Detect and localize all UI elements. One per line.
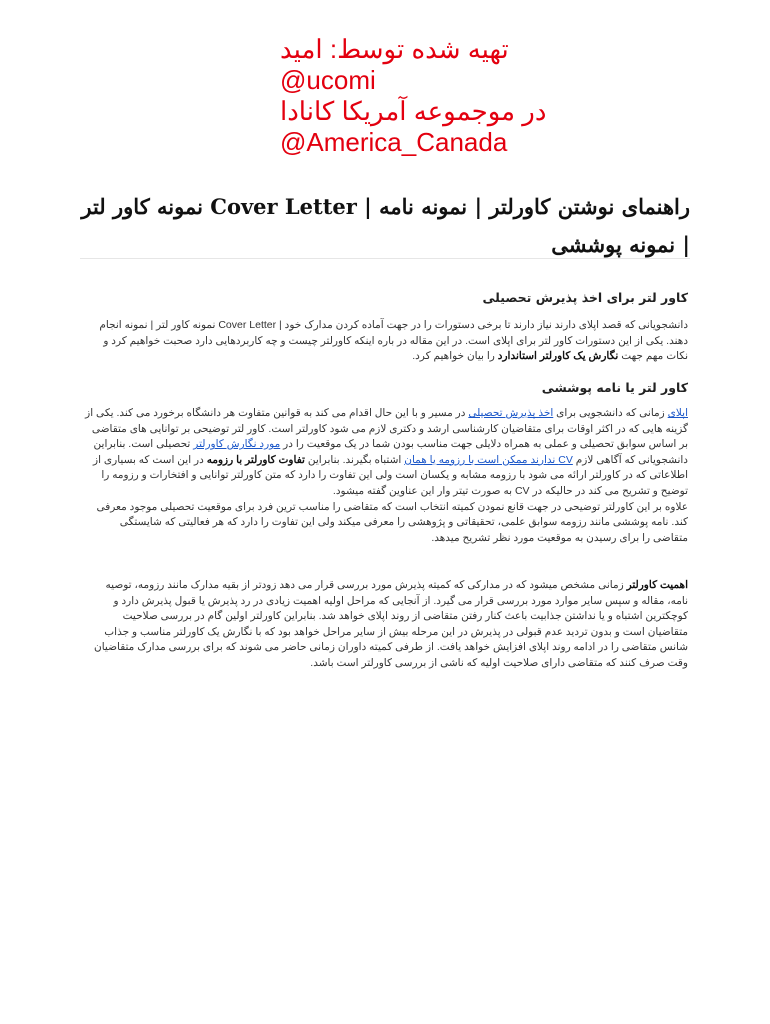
paragraph-text: زمانی مشخص میشود که در مدارکی که کمیته پذیرش مورد بررسی قرار می دهد زودتر از بقیه مدارک مانند رزومه، توصیه نامه، مقاله و سپس سایر موارد مورد بررسی قرار می گیرد. از آنجایی که مراحل اولیه اهمیت زیادی در رد پذیرش یا قبول پذیرش دارد و کوچکترین اشتباه و یا نداشتن جذابیت باعث کنار رفتن متقاضی از روند اپلای خواهد شد. بنابراین کاورلتر اولین گام در بررسی صلاحیت متقاضیان است و بدون تردید عدم قبولی در پذیرش در این مرحله بیش از سایر مراحل خواهد بود که با نگارش یک کاورلتر مناسب و جذاب شانس متقاضی را در ادامه روند اپلای افزایش خواهد یافت. از طرفی کمیته داوران زمانی حاضر می شوند که برای بررسی مدارک متقاضیان وقت صرف کنند که متقاضی دارای صلاحیت اولیه که ناشی از بررسی کاورلتر است باشد. xyxy=(94,579,688,669)
credit-handle-america-canada: @America_Canada xyxy=(280,127,508,157)
paragraph-text: تحصیلی است. بنابراین دانشجویانی که آگاهی لازم xyxy=(93,438,688,466)
paragraph-text: اشتباه بگیرند. بنابراین xyxy=(304,453,405,466)
section-paragraph xyxy=(82,318,688,365)
bold-phrase: تفاوت کاورلتر با رزومه xyxy=(206,453,305,466)
author-credit xyxy=(280,34,580,158)
paragraph-importance xyxy=(82,578,688,672)
link-resume-cv[interactable]: CV ندارند ممکن است با رزومه یا همان xyxy=(404,453,573,466)
credit-collection-line: در موجموعه آمریکا کانادا xyxy=(280,96,547,126)
paragraph-text: در این است که بسیاری از اطلاعاتی که در کاورلتر ارائه می شود با رزومه مشابه و یکسان است ولی این تفاوت را دارد که متن کاورلتر توانایی و افتخارات و رزومه را توضیح و تشریح می کند در حالیکه در CV به صورت تیتر وار این عناوین گفته میشود. xyxy=(93,453,688,497)
article-title: راهنمای نوشتن کاورلتر | نمونه نامه | Cover Letter نمونه کاور لتر | نمونه پوششی xyxy=(81,194,690,257)
paragraph-additional xyxy=(82,500,688,547)
paragraph-text: دانشجویانی که قصد اپلای دارند نیاز دارند تا برخی دستورات را در جهت آماده کردن مدارک خود | Cover Letter نمونه کاور لتر | نمونه انجام دهند. یکی از این دستورات کاور لتر برای اپلای است. در این مقاله در باره اینکه کاورلتر چیست و چه کاربردهایی دارد صحبت خواهیم کرد و نکات مهم جهت xyxy=(99,319,688,363)
paragraph-text: علاوه بر این کاورلتر توضیحی در جهت قانع نمودن کمیته انتخاب است که متقاضی را مناسب ترین فرد برای موقعیت تحصیلی موجود معرفی کند. نامه پوششی مانند رزومه سوابق علمی، تحقیقاتی و پژوهشی را معرفی میکند ولی این تفاوت را دارد که هر فعالیتی که شایستگی متقاضی را برای رسیدن به موقعیت مورد نظر تشریح میدهد. xyxy=(96,500,688,544)
section-heading-academic-admission: کاور لتر برای اخذ پذیرش تحصیلی xyxy=(482,290,688,305)
paragraph-text: را بیان خواهیم کرد. xyxy=(412,350,498,363)
bold-phrase: اهمیت کاورلتر xyxy=(626,579,688,591)
section-paragraph xyxy=(82,406,688,546)
bold-phrase: نگارش یک کاورلتر استاندارد xyxy=(497,350,619,363)
paragraph-text: در مسیر و با این حال اقدام می کند به قوانین متفاوت هر دانشگاه برخورد می کند. یکی از گزینه هایی که در اکثر اوقات برای متقاضیان کارشناسی ارشد و دکتری لازم می شود کاورلتر است. کاور لتر توضیحی بر توانایی های متقاضی بر اساس سوابق تحصیلی و عملی به همراه دلایلی جهت مناسب بودن شما در یک موقعیت را در xyxy=(85,407,688,451)
paragraph-definition xyxy=(82,406,688,500)
paragraph-text: زمانی که دانشجویی برای xyxy=(553,407,668,419)
link-writing-cover-letter[interactable]: مورد نگارش کاورلتر xyxy=(193,438,281,451)
section-paragraph-importance xyxy=(82,578,688,672)
section-heading-cover-letter: کاور لتر یا نامه پوششی xyxy=(541,380,688,395)
credit-handle-ucomi: @ucomi xyxy=(280,65,376,95)
link-academic-admission[interactable]: اخذ پذیرش تحصیلی xyxy=(468,407,554,419)
title-divider xyxy=(80,258,690,259)
link-apply[interactable]: اپلای xyxy=(667,407,688,419)
paragraph-intro xyxy=(82,318,688,365)
credit-author-line: تهیه شده توسط: امید xyxy=(280,34,509,64)
